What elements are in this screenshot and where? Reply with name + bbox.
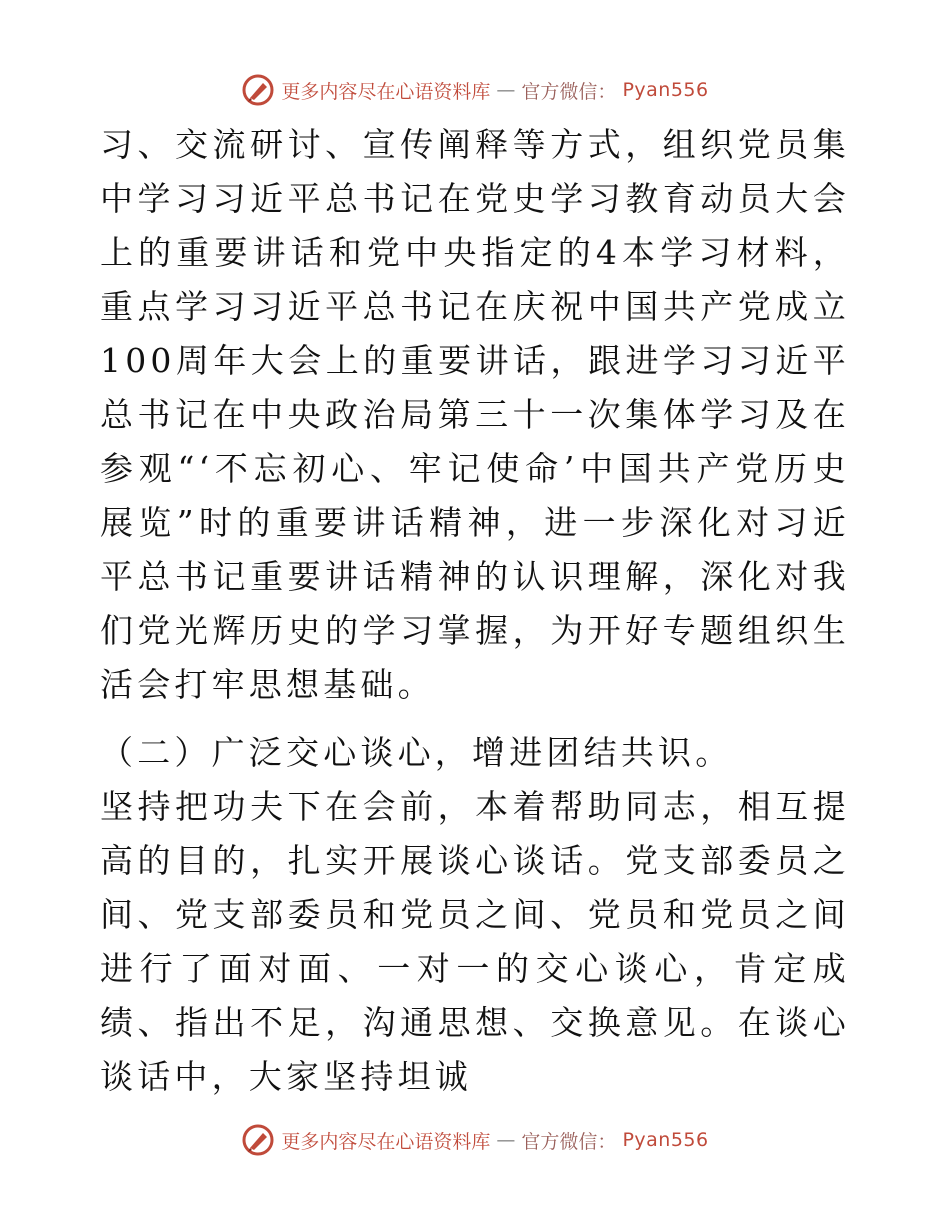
body-paragraph-1: 习、交流研讨、宣传阐释等方式，组织党员集中学习习近平总书记在党史学习教育动员大会上的重要讲话和党中央指定的4本学习材料，重点学习习近平总书记在庆祝中国共产党成立100周年大会上的重要讲话，跟进学习习近平总书记在中央政治局第三十一次集体学习及在参观“‘不忘初心、牢记使命’中国共产党历史展览”时的重要讲话精神，进一步深化对习近平总书记重要讲话精神的认识理解，深化对我们党光辉历史的学习掌握，为开好专题组织生活会打牢思想基础。: [100, 125, 850, 704]
document-body: [100, 118, 850, 1104]
watermark-separator: —: [496, 79, 516, 101]
watermark-wechat-label: 官方微信：: [521, 1130, 617, 1153]
watermark-wechat-label: 官方微信：: [521, 80, 617, 103]
watermark-library-text: 更多内容尽在心语资料库: [281, 1130, 491, 1153]
pen-logo-icon: [241, 73, 275, 107]
watermark-wechat-id: Pyan556: [622, 79, 709, 101]
footer-watermark: [0, 1120, 950, 1160]
body-paragraph-2: 坚持把功夫下在会前，本着帮助同志，相互提高的目的，扎实开展谈心谈话。党支部委员之间、党支部委员和党员之间、党员和党员之间进行了面对面、一对一的交心谈心，肯定成绩、指出不足，沟通思想、交换意见。在谈心谈话中，大家坚持坦诚: [100, 787, 850, 1096]
header-watermark: [0, 70, 950, 110]
watermark-library-text: 更多内容尽在心语资料库: [281, 80, 491, 103]
pen-logo-icon: [241, 1123, 275, 1157]
section-heading-2: （二）广泛交心谈心，增进团结共识。: [100, 733, 733, 772]
watermark-wechat-id: Pyan556: [622, 1129, 709, 1151]
watermark-separator: —: [496, 1129, 516, 1151]
